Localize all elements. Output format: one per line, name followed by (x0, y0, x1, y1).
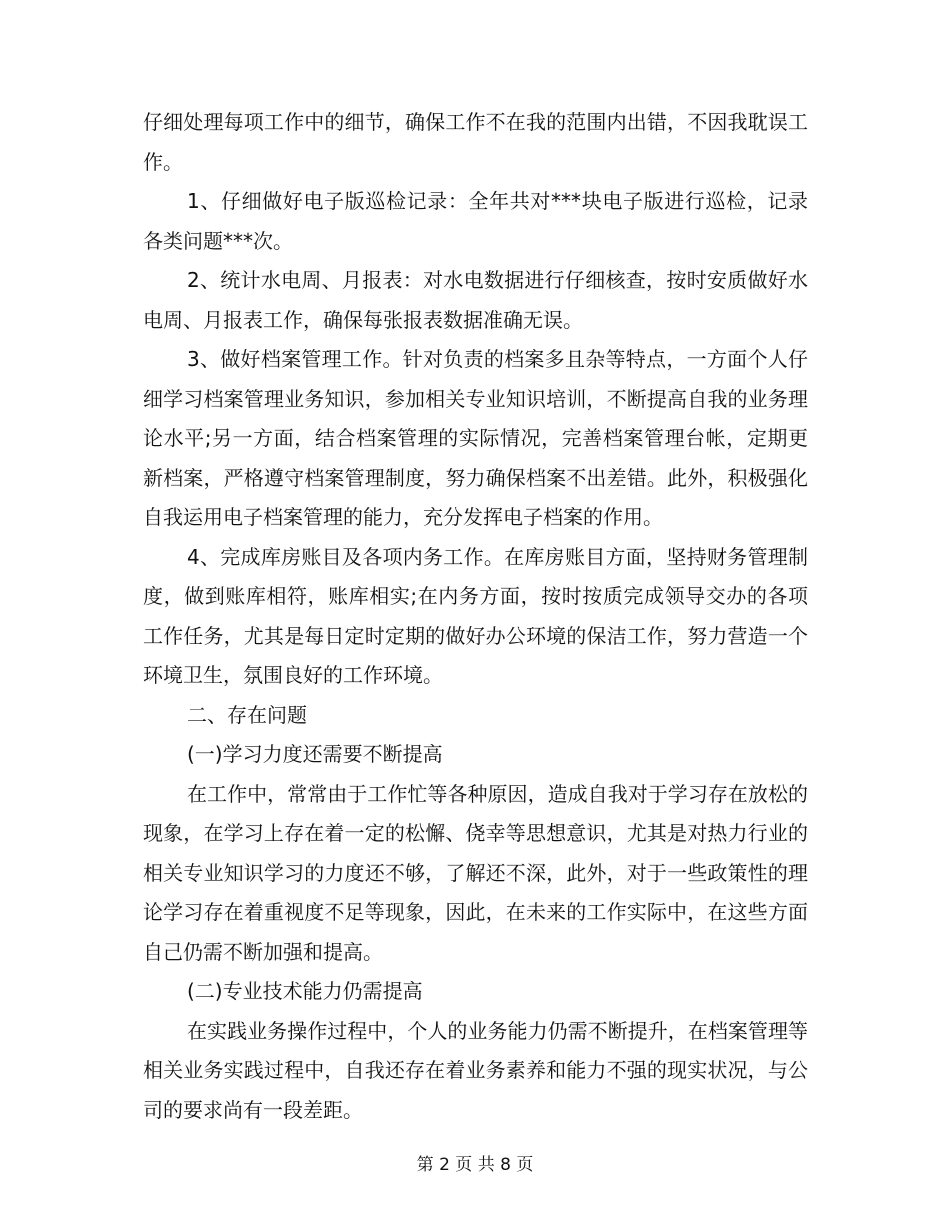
page-number-footer: 第 2 页 共 8 页 (416, 1155, 534, 1175)
paragraph-1: 仔细处理每项工作中的细节，确保工作不在我的范围内出错，不因我耽误工作。 (143, 110, 808, 174)
paragraph-2: 1、仔细做好电子版巡检记录：全年共对***块电子版进行巡检，记录各类问题***次。 (143, 189, 808, 253)
document-body (143, 103, 808, 1130)
paragraph-learning: 在工作中，常常由于工作忙等各种原因，造成自我对于学习存在放松的现象，在学习上存在着一定的松懈、侥幸等思想意识，尤其是对热力行业的相关专业知识学习的力度还不够，了解还不深，此外，对于一些政策性的理论学习存在着重视度不足等现象，因此，在未来的工作实际中，在这些方面自己仍需不断加强和提高。 (143, 781, 808, 964)
subheading-technical: (二)专业技术能力仍需提高 (187, 979, 423, 1003)
paragraph-5: 4、完成库房账目及各项内务工作。在库房账目方面，坚持财务管理制度，做到账库相符，账库相实;在内务方面，按时按质完成领导交办的各项工作任务，尤其是每日定时定期的做好办公环境的保洁工作，努力营造一个环境卫生，氛围良好的工作环境。 (143, 544, 808, 687)
section-heading-problems: 二、存在问题 (187, 702, 307, 727)
paragraph-3: 2、统计水电周、月报表：对水电数据进行仔细核查，按时安质做好水电周、月报表工作，确保每张报表数据准确无误。 (143, 268, 808, 332)
paragraph-4: 3、做好档案管理工作。针对负责的档案多且杂等特点，一方面个人仔细学习档案管理业务知识，参加相关专业知识培训，不断提高自我的业务理论水平;另一方面，结合档案管理的实际情况，完善档案管理台帐，定期更新档案，严格遵守档案管理制度，努力确保档案不出差错。此外，积极强化自我运用电子档案管理的能力，充分发挥电子档案的作用。 (143, 347, 808, 529)
paragraph-technical: 在实践业务操作过程中，个人的业务能力仍需不断提升，在档案管理等相关业务实践过程中，自我还存在着业务素养和能力不强的现实状况，与公司的要求尚有一段差距。 (143, 1018, 808, 1122)
subheading-learning: (一)学习力度还需要不断提高 (187, 742, 443, 766)
